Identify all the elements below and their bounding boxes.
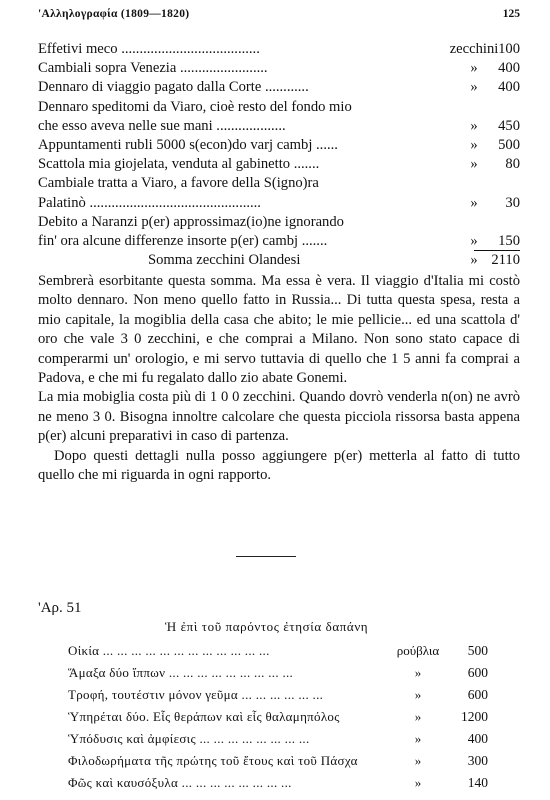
ledger-row: [38, 194, 520, 213]
body-text: [38, 272, 520, 485]
ledger-description: che esso aveva nelle sue mani ...................: [38, 117, 286, 134]
greek-ledger-row: [68, 750, 488, 772]
greek-ledger-row: [68, 640, 488, 662]
ledger-amount: 80: [505, 156, 520, 173]
greek-ledger-amount: 600: [467, 665, 488, 680]
greek-ledger-description: Ὑπηρέται δύο. Εἷς θεράπων καὶ εἷς θαλαμηπόλος: [68, 709, 340, 724]
ledger-unit: »: [470, 194, 478, 211]
section-divider: [236, 556, 296, 557]
greek-ledger-row: [68, 662, 488, 684]
ledger-unit: »: [470, 60, 478, 77]
ledger-unit: »: [470, 136, 478, 153]
paragraph: Dopo questi dettagli nulla posso aggiungere p(er) metterla al fatto di tutto quello che mi riguarda in ogni rapporto.: [38, 447, 520, 484]
ledger-unit: »: [470, 79, 478, 96]
ledger-row: [38, 78, 520, 97]
ledger-row-continued: [38, 174, 520, 193]
greek-ledger-unit: »: [414, 775, 422, 790]
greek-ledger-row: [68, 706, 488, 728]
ledger-description: Palatinò ...............................................: [38, 194, 261, 211]
ledger-row: [38, 232, 520, 251]
greek-ledger-amount: 1200: [461, 709, 488, 724]
ledger-amount: 100: [498, 41, 520, 57]
greek-ledger-amount: 300: [467, 753, 488, 768]
ledger-unit: »: [470, 232, 478, 249]
greek-ledger-unit: »: [414, 687, 422, 702]
greek-ledger-row: [68, 728, 488, 750]
greek-ledger-description: Οἰκία ... ... ... ... ... ... ... ... ... ... ... ...: [68, 643, 270, 658]
greek-ledger-description: Φῶς καὶ καυσόξυλα ... ... ... ... ... ... ... ...: [68, 775, 292, 790]
italian-ledger: [38, 40, 520, 270]
ledger-description: Scattola mia giojelata, venduta al gabinetto .......: [38, 156, 320, 173]
greek-ledger-description: Ἅμαξα δύο ἵππων ... ... ... ... ... ... ... ... ...: [68, 665, 294, 680]
ledger-unit: zecchini: [449, 41, 499, 57]
greek-ledger-unit: »: [414, 753, 422, 768]
greek-ledger-amount: 400: [467, 731, 488, 746]
ledger-row: [38, 117, 520, 136]
ledger-description: Cambiale tratta a Viaro, a favore della S(igno)ra: [38, 175, 319, 192]
ledger-description: Dennaro di viaggio pagato dalla Corte ............: [38, 79, 309, 96]
ledger-description: Dennaro speditomi da Viaro, cioè resto del fondo mio: [38, 98, 352, 115]
ledger-description: Cambiali sopra Venezia ........................: [38, 60, 268, 77]
ledger-unit: »: [470, 156, 478, 173]
greek-ledger-description: Ὑπόδυσις καὶ ἀμφίεσις ... ... ... ... ... ... ... ...: [68, 731, 310, 746]
ledger-amount: 450: [498, 117, 520, 134]
ledger-description: fin' ora alcune differenze insorte p(er) cambj .......: [38, 232, 328, 249]
ledger-row-continued: [38, 213, 520, 232]
page-number: 125: [502, 8, 520, 20]
greek-ledger-unit: ρούβλια: [396, 643, 440, 658]
ledger-row-continued: [38, 98, 520, 117]
greek-ledger-title: Ἡ ἐπὶ τοῦ παρόντος ἐτησία δαπάνη: [165, 619, 369, 634]
ledger-amount: 30: [505, 194, 520, 211]
total-amount: 2110: [491, 252, 520, 269]
running-header: [38, 8, 520, 24]
running-title: 'Αλληλογραφία (1809—1820): [38, 8, 190, 20]
ledger-description: Debito a Naranzi p(er) approssimaz(io)ne ignorando: [38, 213, 344, 230]
ledger-amount: 150: [498, 232, 520, 249]
greek-ledger-description: Τροφή, τουτέστιν μόνον γεῦμα ... ... ... ... ... ...: [68, 687, 324, 702]
greek-ledger-description: Φιλοδωρήματα τῆς πρώτης τοῦ ἔτους καὶ τοῦ Πάσχα: [68, 753, 358, 768]
greek-ledger-unit: »: [414, 665, 422, 680]
greek-ledger-amount: 600: [467, 687, 488, 702]
ledger-amount: 400: [498, 79, 520, 96]
greek-ledger-unit: »: [414, 731, 422, 746]
total-label: Somma zecchini Olandesi: [148, 252, 301, 269]
paragraph: Sembrerà esorbitante questa somma. Ma essa è vera. Il viaggio d'Italia mi costò molto dennaro. Non meno quello fatto in Russia... Di tutta questa spesa, resta a mio capitale, la mogiblia della casa che abito; le mie pellicie... ed una scattola d' oro che vale 3 0 zecchini, e che comprai a Milano. Non sono stato capace di comperarmi un' orologio, e mi servo tuttavia di quello che 1 5 anni fa comprai a Padova, e che mi fu regalato dallo zio abate Gonemi.: [38, 273, 520, 387]
greek-ledger-amount: 140: [467, 775, 488, 790]
ledger-description: Appuntamenti rubli 5000 s(econ)do varj cambj ......: [38, 136, 338, 153]
greek-ledger-row: [68, 772, 488, 794]
section-number: 'Αρ. 51: [38, 600, 82, 616]
ledger-amount: 500: [498, 136, 520, 153]
paragraph: La mia mobiglia costa più di 1 0 0 zecchini. Quando dovrò venderla n(on) ne avrò ne meno 3 0. Bisogna innoltre calcolare che questa picciola rissorsa basta appena p(er) alcuni preparativi in caso di partenza.: [38, 389, 520, 445]
ledger-row: [38, 40, 520, 59]
ledger-row: [38, 155, 520, 174]
greek-ledger-amount: 500: [467, 643, 488, 658]
ledger-row: [38, 136, 520, 155]
ledger-description: Effetivi meco ......................................: [38, 41, 260, 57]
ledger-unit: »: [470, 117, 478, 134]
greek-ledger-row: [68, 684, 488, 706]
total-unit: »: [470, 252, 478, 269]
ledger-total-row: [38, 251, 520, 270]
ledger-amount: 400: [498, 60, 520, 77]
greek-ledger-unit: »: [414, 709, 422, 724]
ledger-row: [38, 59, 520, 78]
